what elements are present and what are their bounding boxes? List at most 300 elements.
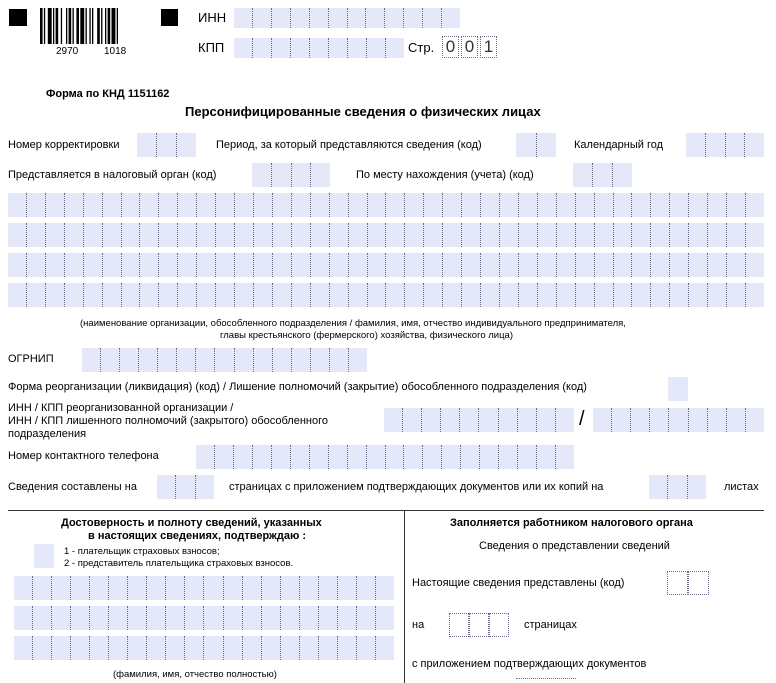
period-field[interactable] (516, 133, 556, 157)
reorg-inn-label-line2: ИНН / КПП лишенного полномочий (закрытого) обособленного (8, 415, 328, 427)
sheets-count-field[interactable] (649, 475, 706, 499)
reorg-inn-field[interactable] (384, 408, 574, 432)
fio-field-3[interactable] (14, 636, 394, 660)
input-cell (576, 193, 595, 217)
input-cell (46, 283, 65, 307)
input-cell (689, 223, 708, 247)
input-cell (403, 408, 422, 432)
input-cell (291, 8, 310, 28)
input-cell (300, 606, 319, 630)
input-cell (500, 283, 519, 307)
input-cell (424, 283, 443, 307)
input-cell (481, 283, 500, 307)
input-cell (746, 193, 764, 217)
input-cell (557, 193, 576, 217)
input-cell (368, 253, 387, 277)
presented-code-cell-2[interactable] (688, 571, 709, 595)
input-cell (224, 576, 243, 600)
input-cell (367, 445, 386, 469)
input-cell (311, 348, 330, 372)
reorg-inn-label-line1: ИНН / КПП реорганизованной организации / (8, 402, 234, 414)
input-cell (215, 445, 234, 469)
input-cell (595, 193, 614, 217)
input-cell (727, 253, 746, 277)
input-cell (300, 576, 319, 600)
input-cell (538, 253, 557, 277)
ogrnip-field[interactable] (82, 348, 367, 372)
input-cell (103, 253, 122, 277)
input-cell (204, 576, 223, 600)
input-cell (706, 133, 726, 157)
ogrnip-label: ОГРНИП (8, 353, 54, 365)
input-cell (745, 133, 764, 157)
input-cell (500, 253, 519, 277)
on-label: на (412, 619, 425, 631)
input-cell (84, 223, 103, 247)
input-cell (157, 475, 176, 499)
input-cell (204, 606, 223, 630)
input-cell (281, 636, 300, 660)
input-cell (376, 636, 394, 660)
pages-count-field[interactable] (157, 475, 214, 499)
input-cell (595, 223, 614, 247)
input-cell (424, 193, 443, 217)
input-cell (71, 636, 90, 660)
input-cell (109, 576, 128, 600)
input-cell (386, 193, 405, 217)
input-cell (197, 283, 216, 307)
input-cell (376, 606, 394, 630)
phone-label: Номер контактного телефона (8, 450, 159, 462)
input-cell (462, 253, 481, 277)
pages-middle-label: страницах с приложением подтверждающих документов или их копий на (229, 481, 604, 493)
input-cell (14, 606, 33, 630)
input-cell (147, 636, 166, 660)
confirm-title-line2: в настоящих сведениях, подтверждаю : (88, 530, 307, 542)
input-cell (197, 223, 216, 247)
reorg-slash: / (579, 408, 585, 430)
input-cell (727, 193, 746, 217)
input-cell (185, 636, 204, 660)
input-cell (272, 163, 292, 187)
input-cell (368, 193, 387, 217)
fio-note: (фамилия, имя, отчество полностью) (113, 669, 277, 680)
officer-pages-cell-3[interactable] (489, 613, 509, 637)
presented-code-cell-1[interactable] (667, 571, 688, 595)
input-cell (147, 576, 166, 600)
input-cell (140, 283, 159, 307)
input-cell (281, 576, 300, 600)
input-cell (338, 636, 357, 660)
input-cell (424, 223, 443, 247)
input-cell (538, 193, 557, 217)
input-cell (90, 636, 109, 660)
input-cell (576, 253, 595, 277)
correction-number-field[interactable] (137, 133, 196, 157)
input-cell (557, 223, 576, 247)
input-cell (128, 576, 147, 600)
input-cell (109, 636, 128, 660)
input-cell (235, 253, 254, 277)
input-cell (405, 283, 424, 307)
input-cell (481, 253, 500, 277)
input-cell (122, 223, 141, 247)
input-cell (319, 636, 338, 660)
input-cell (670, 283, 689, 307)
org-name-field-2[interactable] (8, 223, 764, 247)
input-cell (311, 253, 330, 277)
page-digit-3: 1 (480, 36, 497, 58)
input-cell (330, 253, 349, 277)
input-cell (573, 163, 593, 187)
input-cell (367, 38, 386, 58)
input-cell (338, 576, 357, 600)
input-cell (556, 445, 574, 469)
input-cell (71, 576, 90, 600)
input-cell (462, 283, 481, 307)
input-cell (262, 606, 281, 630)
input-cell (292, 223, 311, 247)
input-cell (405, 193, 424, 217)
input-cell (481, 223, 500, 247)
input-cell (443, 253, 462, 277)
page-digit-1: 0 (442, 36, 459, 58)
org-name-field-3[interactable] (8, 253, 764, 277)
input-cell (185, 576, 204, 600)
input-cell (423, 8, 442, 28)
tax-officer-title: Заполняется работником налогового органа (450, 517, 693, 529)
input-cell (518, 408, 537, 432)
input-cell (137, 133, 157, 157)
input-cell (384, 408, 403, 432)
input-cell (254, 193, 273, 217)
input-cell (424, 253, 443, 277)
input-cell (651, 193, 670, 217)
input-cell (272, 445, 291, 469)
input-cell (651, 253, 670, 277)
input-cell (726, 133, 746, 157)
fio-field-2[interactable] (14, 606, 394, 630)
input-cell (273, 193, 292, 217)
input-cell (519, 253, 538, 277)
input-cell (196, 445, 215, 469)
calendar-year-field[interactable] (686, 133, 764, 157)
input-cell (538, 223, 557, 247)
input-cell (243, 576, 262, 600)
input-cell (357, 576, 376, 600)
barcode-icon (40, 8, 144, 44)
input-cell (386, 38, 404, 58)
input-cell (405, 253, 424, 277)
input-cell (65, 283, 84, 307)
input-cell (196, 348, 215, 372)
input-cell (310, 8, 329, 28)
input-cell (595, 283, 614, 307)
input-cell (140, 253, 159, 277)
input-cell (614, 193, 633, 217)
input-cell (500, 193, 519, 217)
input-cell (443, 283, 462, 307)
input-cell (33, 636, 52, 660)
corner-marker-left (9, 9, 27, 26)
input-cell (746, 283, 764, 307)
input-cell (109, 606, 128, 630)
input-cell (159, 283, 178, 307)
input-cell (686, 133, 706, 157)
input-cell (593, 163, 613, 187)
input-cell (689, 193, 708, 217)
input-cell (423, 445, 442, 469)
input-cell (84, 253, 103, 277)
input-cell (499, 445, 518, 469)
input-cell (8, 223, 27, 247)
tax-authority-field[interactable] (252, 163, 330, 187)
input-cell (311, 163, 330, 187)
inn-field[interactable] (234, 8, 460, 28)
input-cell (727, 408, 746, 432)
org-name-note-line2: главы крестьянского (фермерского) хозяйства, физического лица) (220, 330, 513, 341)
input-cell (8, 283, 27, 307)
input-cell (8, 193, 27, 217)
input-cell (319, 606, 338, 630)
input-cell (254, 283, 273, 307)
with-docs-cells-edge (516, 678, 576, 679)
input-cell (330, 223, 349, 247)
input-cell (746, 223, 764, 247)
input-cell (140, 193, 159, 217)
input-cell (82, 348, 101, 372)
pages-suffix-label: листах (724, 481, 759, 493)
input-cell (14, 576, 33, 600)
input-cell (649, 475, 668, 499)
input-cell (368, 223, 387, 247)
input-cell (519, 283, 538, 307)
input-cell (46, 253, 65, 277)
input-cell (8, 253, 27, 277)
input-cell (243, 636, 262, 660)
confirm-option-1: 1 - плательщик страховых взносов; (64, 546, 220, 557)
input-cell (329, 445, 348, 469)
input-cell (292, 193, 311, 217)
input-cell (443, 193, 462, 217)
input-cell (140, 223, 159, 247)
input-cell (159, 223, 178, 247)
input-cell (311, 283, 330, 307)
vertical-divider (404, 510, 405, 683)
presented-code-label: Настоящие сведения представлены (код) (412, 577, 625, 589)
input-cell (101, 348, 120, 372)
form-code: Форма по КНД 1151162 (46, 88, 170, 100)
input-cell (34, 544, 54, 568)
input-cell (262, 576, 281, 600)
input-cell (670, 223, 689, 247)
org-name-field-1[interactable] (8, 193, 764, 217)
input-cell (235, 283, 254, 307)
input-cell (272, 8, 291, 28)
input-cell (651, 283, 670, 307)
input-cell (33, 576, 52, 600)
input-cell (329, 8, 348, 28)
input-cell (480, 445, 499, 469)
input-cell (292, 283, 311, 307)
page-digit-2: 0 (461, 36, 478, 58)
input-cell (537, 133, 557, 157)
input-cell (197, 253, 216, 277)
input-cell (405, 223, 424, 247)
input-cell (27, 223, 46, 247)
input-cell (243, 606, 262, 630)
input-cell (281, 606, 300, 630)
input-cell (224, 606, 243, 630)
input-cell (253, 8, 272, 28)
input-cell (310, 445, 329, 469)
barcode (40, 8, 144, 44)
input-cell (746, 253, 764, 277)
input-cell (147, 606, 166, 630)
input-cell (462, 223, 481, 247)
input-cell (234, 445, 253, 469)
reorg-kpp-field[interactable] (593, 408, 764, 432)
input-cell (310, 38, 329, 58)
input-cell (27, 253, 46, 277)
input-cell (689, 283, 708, 307)
fio-field-1[interactable] (14, 576, 394, 600)
input-cell (349, 348, 367, 372)
input-cell (252, 163, 272, 187)
input-cell (52, 576, 71, 600)
input-cell (708, 223, 727, 247)
input-cell (368, 283, 387, 307)
input-cell (595, 253, 614, 277)
input-cell (668, 475, 687, 499)
input-cell (614, 223, 633, 247)
confirm-type-field[interactable] (34, 544, 54, 568)
input-cell (386, 253, 405, 277)
input-cell (292, 163, 312, 187)
location-label: По месту нахождения (учета) (код) (356, 169, 534, 181)
input-cell (338, 606, 357, 630)
input-cell (689, 253, 708, 277)
input-cell (462, 193, 481, 217)
input-cell (442, 445, 461, 469)
phone-field[interactable] (196, 445, 574, 469)
confirm-option-2: 2 - представитель плательщика страховых взносов. (64, 558, 294, 569)
input-cell (404, 8, 423, 28)
input-cell (348, 445, 367, 469)
input-cell (178, 193, 197, 217)
input-cell (273, 223, 292, 247)
input-cell (235, 348, 254, 372)
officer-pages-label: страницах (524, 619, 577, 631)
input-cell (519, 193, 538, 217)
input-cell (537, 445, 556, 469)
input-cell (593, 408, 612, 432)
input-cell (441, 408, 460, 432)
input-cell (669, 408, 688, 432)
input-cell (128, 636, 147, 660)
input-cell (216, 283, 235, 307)
input-cell (65, 193, 84, 217)
input-cell (178, 283, 197, 307)
input-cell (84, 193, 103, 217)
input-cell (460, 408, 479, 432)
input-cell (538, 283, 557, 307)
input-cell (330, 348, 349, 372)
location-field[interactable] (573, 163, 632, 187)
officer-pages-cell-2[interactable] (469, 613, 489, 637)
input-cell (197, 193, 216, 217)
input-cell (254, 348, 273, 372)
input-cell (688, 475, 706, 499)
input-cell (632, 283, 651, 307)
input-cell (122, 193, 141, 217)
input-cell (139, 348, 158, 372)
input-cell (500, 223, 519, 247)
input-cell (632, 253, 651, 277)
kpp-label: КПП (198, 40, 225, 55)
barcode-number-right: 1018 (104, 46, 127, 57)
input-cell (253, 38, 272, 58)
org-name-field-4[interactable] (8, 283, 764, 307)
input-cell (122, 253, 141, 277)
officer-pages-cell-1[interactable] (449, 613, 469, 637)
input-cell (727, 283, 746, 307)
input-cell (234, 8, 253, 28)
reorg-form-field[interactable] (668, 377, 688, 401)
input-cell (103, 283, 122, 307)
input-cell (273, 253, 292, 277)
input-cell (632, 223, 651, 247)
input-cell (442, 8, 460, 28)
input-cell (499, 408, 518, 432)
input-cell (668, 377, 688, 401)
barcode-number-left: 2970 (56, 46, 79, 57)
input-cell (670, 193, 689, 217)
input-cell (14, 636, 33, 660)
input-cell (292, 253, 311, 277)
input-cell (253, 445, 272, 469)
input-cell (166, 576, 185, 600)
input-cell (443, 223, 462, 247)
input-cell (84, 283, 103, 307)
reorg-inn-label-line3: подразделения (8, 428, 87, 440)
input-cell (291, 38, 310, 58)
input-cell (376, 576, 394, 600)
input-cell (576, 223, 595, 247)
kpp-field[interactable] (234, 38, 404, 58)
input-cell (254, 253, 273, 277)
input-cell (177, 348, 196, 372)
input-cell (670, 253, 689, 277)
corner-marker-right (161, 9, 178, 26)
horizontal-divider (8, 510, 764, 511)
input-cell (90, 606, 109, 630)
input-cell (216, 223, 235, 247)
input-cell (103, 193, 122, 217)
input-cell (422, 408, 441, 432)
input-cell (65, 223, 84, 247)
calendar-year-label: Календарный год (574, 139, 664, 151)
input-cell (386, 445, 405, 469)
tax-authority-label: Представляется в налоговый орган (код) (8, 169, 217, 181)
input-cell (52, 606, 71, 630)
input-cell (632, 193, 651, 217)
input-cell (651, 223, 670, 247)
input-cell (366, 8, 385, 28)
input-cell (159, 193, 178, 217)
input-cell (650, 408, 669, 432)
input-cell (329, 38, 348, 58)
